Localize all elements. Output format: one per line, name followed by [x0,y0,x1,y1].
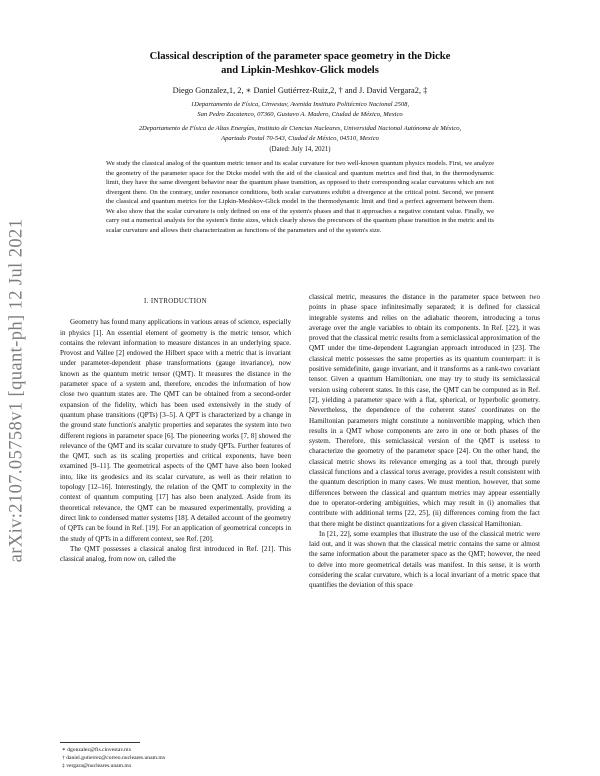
intro-paragraph-1: Geometry has found many applications in various areas of science, especially in physics [1]. An essential element of geometry is the metric tensor, which contains the relevant information to measure distances in an underlying space. Provost and Vallee [2] endowed the Hilbert space with a metric that is invariant under parameter-dependent phase transformations (gauge invariance), now known as the quantum metric tensor (QMT). It measures the distance in the parameter space of a system and, therefore, encodes the information of how close two quantum states are. The QMT can be obtained from a second-order expansion of the fidelity, which has been used extensively in the study of quantum phase transitions (QPTs) [3–5]. A QPT is characterized by a change in the ground state function's analytic properties and separates the system into two different regions in parameter space [6]. The pioneering works [7, 8] showed the relevance of the QMT and its scalar curvature to study QPTs. Further features of the QMT, such as its scaling properties and critical exponents, have been examined [9–11]. The geometrical aspects of the QMT have also been looked into, like its geodesics and its scalar curvature, as well as their relation to topology [12–16]. Interestingly, the relation of the QMT to complexity in the context of quantum computing [17] has also been analyzed. Aside from its theoretical relevance, the QMT can be measured experimentally, providing a direct link to condensed matter systems [18]. A detailed account of the geometry of QPTs can be found in Ref. [19]. For an application of geometrical concepts in the study of QPTs in a different context, see Ref. [20]. [60,318,291,543]
affiliation-2-line-1: 2Departamento de Física de Altas Energías, Instituto de Ciencias Nucleares, Universidad Nacional Autónoma de México, [138,125,462,132]
intro-paragraph-4: In [21, 22], some examples that illustrate the use of the classical metric were laid out, and it was shown that the classical metric contains the same or almost the same information about the parameter space as the QMT; however, the need to delve into more geometrical details was manifest. In this sense, it is worth considering the scalar curvature, which is a local invariant of a metric space that quantifies the deviation of this space [309,529,540,590]
title-line-2: and Lipkin-Meshkov-Glick models [221,65,379,76]
intro-paragraph-2: The QMT possesses a classical analog first introduced in Ref. [21]. This classical analog, from now on, called the [60,544,291,564]
date-line: (Dated: July 14, 2021) [269,146,331,153]
affiliation-2-line-2: Apartado Postal 70-543, Ciudad de México, 04510, Mexico [221,134,379,142]
footnote-email-vergara: ‡ vergara@nucleares.unam.mx [62,763,132,769]
affiliation-1-line-2: San Pedro Zacatenco, 07360, Gustavo A. Madero, Ciudad de México, Mexico [197,110,403,118]
arxiv-identifier-stamp [2,180,32,600]
left-column [60,297,291,564]
intro-paragraph-3: classical metric, measures the distance in the parameter space between two points in phase space infinitesimally separated; it is defined for classical integrable systems and relies on the adiabatic theorem, introducing a torus average over the angle variables to obtain its components. In Ref. [22], it was proved that the classical metric results from a semiclassical approximation of the QMT under the time-dependent Lagrangian approach introduced in [23]. The classical metric possesses the same properties as its quantum counterpart: it is positive semidefinite, gauge invariant, and it transforms as a rank-two covariant tensor. Given a quantum Hamiltonian, one may try to study its semiclassical version using coherent states. In this case, the QMT can be computed as in Ref. [2], yielding a parameter space with a flat, spherical, or hyperbolic geometry. Nevertheless, the dependence of the coherent states' coordinates on the Hamiltonian parameters might constitute a noninvertible mapping, which then results in a QMT whose components are zero in one or both phases of the system. Therefore, this semiclassical version of the QMT is useless to characterize the geometry of the parameter space [24]. On the other hand, the classical metric shows its relevance emerging as a tool that, through purely classical functions and a classical torus average, provides a result consistent with the quantum description in many cases. We must mention, however, that some differences between the classical and quantum metrics may appear essentially due to operator-ordering ambiguities, which may result in (i) anomalies that contribute with additional terms [22, 25], (ii) differences coming from the fact that there might be distinct quantizations for a given classical Hamiltonian. [309,293,540,528]
affiliation-1-line-1: 1Departamento de Física, Cinvestav, Avenida Instituto Politécnico Nacional 2508, [190,101,410,108]
title-line-1: Classical description of the parameter space geometry in the Dicke [149,51,451,62]
footnotes [62,746,165,770]
author-list: Diego Gonzalez,1, 2, ∗ Daniel Gutiérrez-Ruiz,2, † and J. David Vergara2, ‡ [172,86,428,95]
right-column [309,292,540,591]
affiliation-1 [60,100,540,119]
footnote-email-gutierrez: † daniel.gutierrez@correo.nucleares.unam.mx [62,755,166,761]
footnote-divider [60,742,140,743]
abstract: We study the classical analog of the quantum metric tensor and its scalar curvature for two well-known quantum physics models. First, we analyze the geometry of the parameter space for the Dicke model with the aid of the classical and quantum metrics and find that, in the thermodynamic limit, they have the same divergent behavior near the quantum phase transition, as opposed to their corresponding scalar curvatures which are not divergent there. On the contrary, under resonance conditions, both scalar curvatures exhibit a divergence at the critical point. Second, we present the classical and quantum metrics for the Lipkin-Meshkov-Glick model in the thermodynamic limit and find a perfect agreement between them. We also show that the scalar curvature is only defined on one of the system's phases and that it approaches a negative constant value. Finally, we carry out a numerical analysis for the system's finite sizes, which clearly shows the precursors of the quantum phase transition in the metric and its scalar curvature and allows their characterization as functions of the parameters and of the system's size. [106,160,494,234]
section-heading-introduction: I. INTRODUCTION [143,298,207,305]
paper-title [80,50,520,78]
arxiv-identifier-text: arXiv:2107.05758v1 [quant-ph] 12 Jul 2021 [6,218,27,562]
footnote-email-gonzalez: ∗ dgonzalez@fis.cinvestav.mx [62,747,132,753]
affiliation-2 [60,124,540,143]
